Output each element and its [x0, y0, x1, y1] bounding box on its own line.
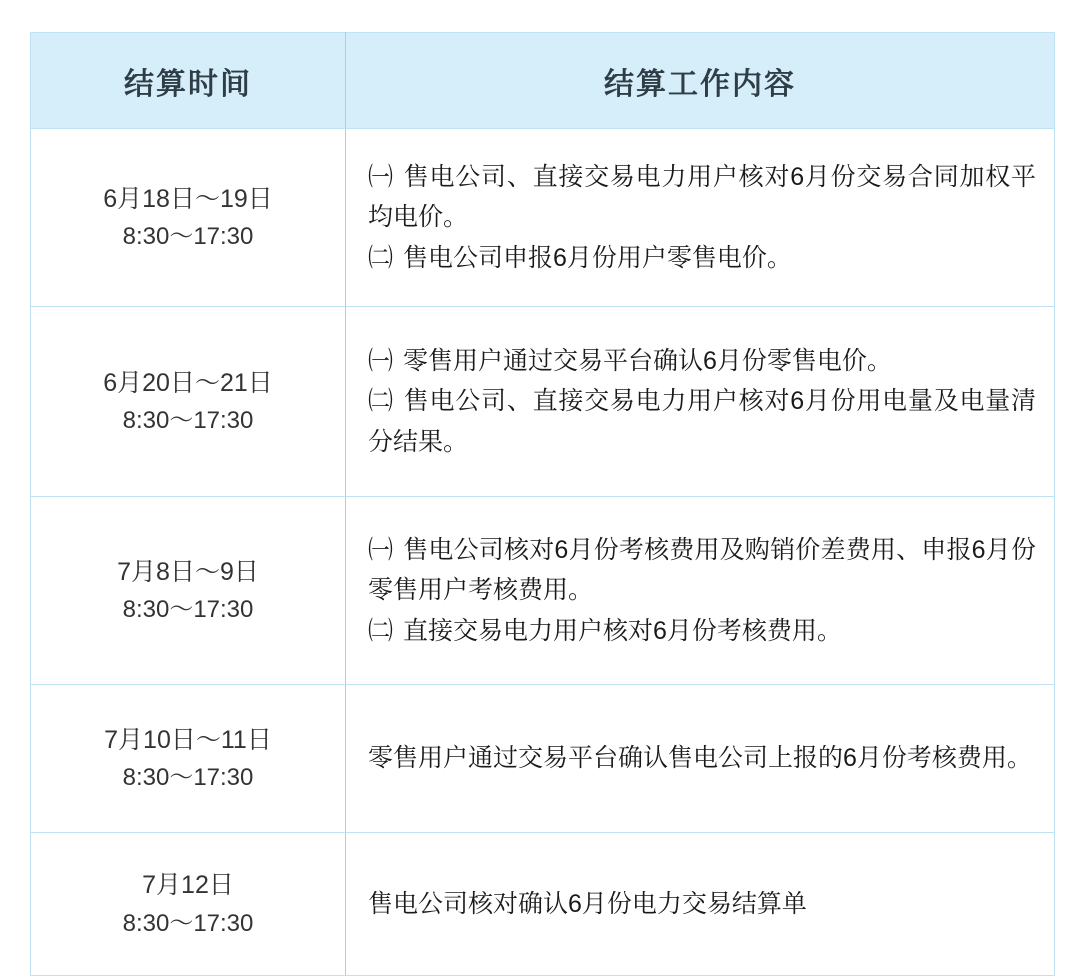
content-item — [368, 530, 1036, 611]
cell-content — [346, 833, 1055, 976]
table-row — [31, 497, 1055, 685]
content-item — [368, 738, 1036, 779]
time-line-hours: 8:30～17:30 — [122, 407, 254, 435]
column-header-content: 结算工作内容 — [346, 33, 1055, 129]
item-text: 售电公司、直接交易电力用户核对6月份用电量及电量清分结果。 — [368, 387, 1036, 456]
item-text: 零售用户通过交易平台确认6月份零售电价。 — [403, 346, 892, 375]
time-line-date: 6月20日～21日 — [103, 368, 273, 397]
item-text: 零售用户通过交易平台确认售电公司上报的6月份考核费用。 — [368, 744, 1032, 773]
time-line-hours: 8:30～17:30 — [122, 764, 254, 792]
table-row — [31, 833, 1055, 976]
item-marker: ㈡ — [368, 387, 394, 416]
item-text: 售电公司核对6月份考核费用及购销价差费用、申报6月份零售用户考核费用。 — [368, 535, 1036, 605]
cell-content — [346, 497, 1055, 685]
cell-time — [31, 307, 346, 497]
table-header — [31, 33, 1055, 129]
cell-content — [346, 129, 1055, 307]
item-marker: ㈠ — [368, 162, 394, 191]
table-row — [31, 685, 1055, 833]
header-row — [31, 33, 1055, 129]
table-row — [31, 129, 1055, 307]
time-line-date: 6月18日～19日 — [103, 184, 273, 213]
cell-content — [346, 307, 1055, 497]
item-marker: ㈡ — [368, 616, 394, 645]
content-item — [368, 341, 1036, 382]
content-item — [368, 238, 1036, 279]
cell-time — [31, 129, 346, 307]
time-line-date: 7月12日 — [142, 871, 234, 900]
table-row — [31, 307, 1055, 497]
content-item — [368, 157, 1036, 238]
content-item — [368, 611, 1036, 652]
item-text: 售电公司申报6月份用户零售电价。 — [403, 243, 792, 272]
content-item — [368, 381, 1036, 462]
time-line-hours: 8:30～17:30 — [122, 909, 254, 937]
item-text: 售电公司核对确认6月份电力交易结算单 — [368, 889, 807, 918]
cell-time — [31, 685, 346, 833]
item-text: 售电公司、直接交易电力用户核对6月份交易合同加权平均电价。 — [368, 162, 1036, 232]
settlement-schedule-table — [30, 32, 1055, 976]
table-body — [31, 129, 1055, 976]
time-line-hours: 8:30～17:30 — [122, 223, 254, 251]
item-marker: ㈠ — [368, 535, 394, 564]
time-line-hours: 8:30～17:30 — [122, 596, 254, 624]
item-text: 直接交易电力用户核对6月份考核费用。 — [403, 616, 842, 645]
content-item — [368, 884, 1036, 925]
cell-content — [346, 685, 1055, 833]
cell-time — [31, 833, 346, 976]
item-marker: ㈠ — [368, 346, 394, 375]
time-line-date: 7月8日～9日 — [117, 557, 259, 586]
cell-time — [31, 497, 346, 685]
item-marker: ㈡ — [368, 243, 394, 272]
time-line-date: 7月10日～11日 — [104, 725, 272, 754]
column-header-time: 结算时间 — [31, 33, 346, 129]
